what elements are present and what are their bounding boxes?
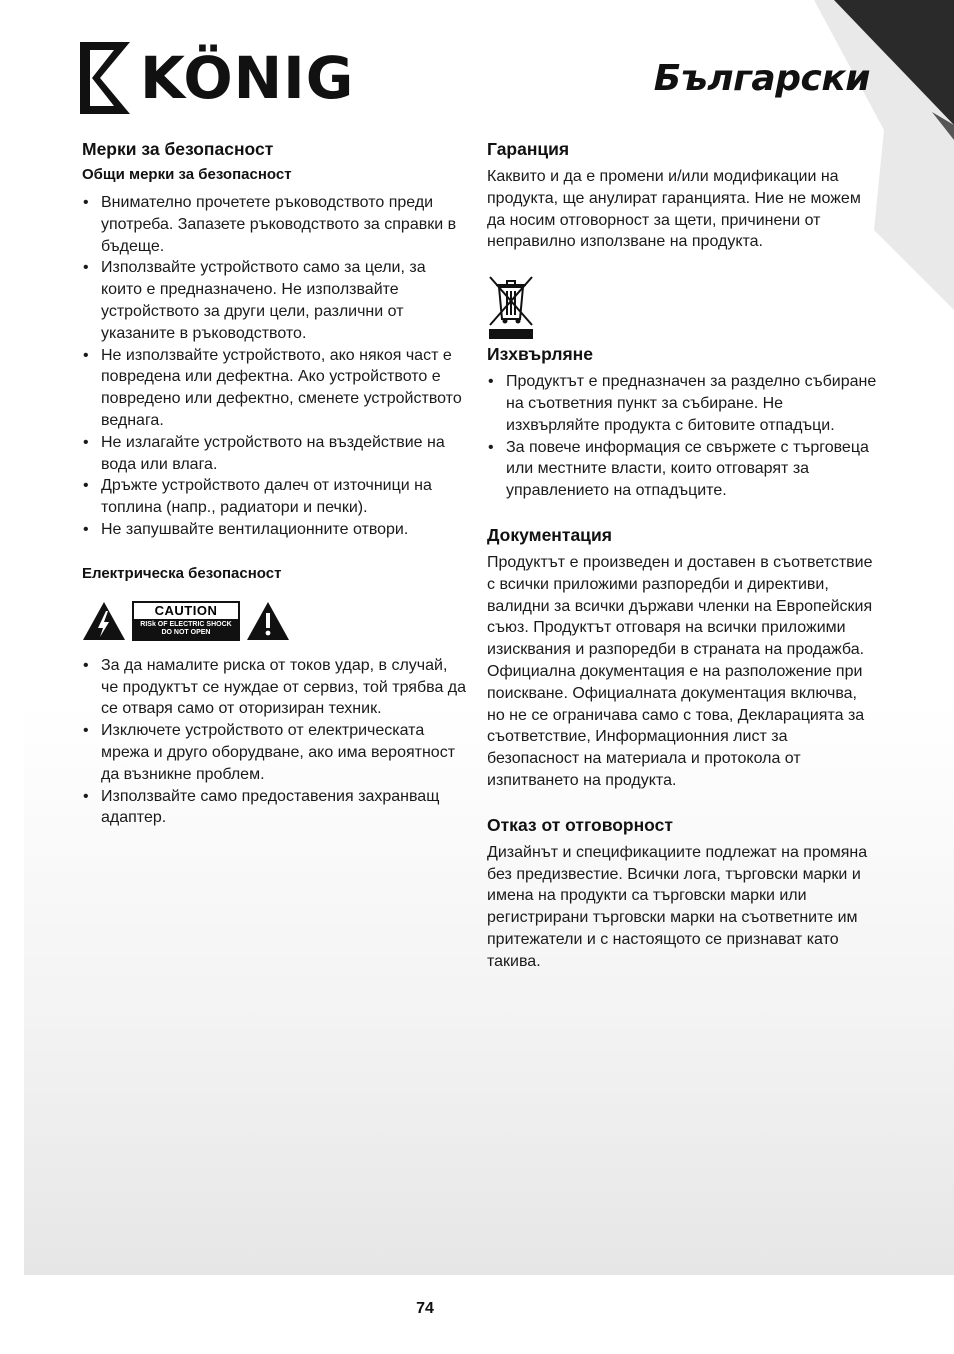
list-item: • Дръжте устройството далеч от източници на топлина (напр., радиатори и печки).	[82, 475, 468, 519]
caution-title: CAUTION	[134, 603, 238, 619]
page-number: 74	[416, 1300, 434, 1317]
disposal-heading: Изхвърляне	[487, 344, 593, 365]
electric-shock-warning-icon	[82, 601, 126, 641]
electrical-safety-heading: Електрическа безопасност	[82, 564, 282, 582]
list-item: • Внимателно прочетете ръководството преди употреба. Запазете ръководството за справки в бъдеще.	[82, 192, 468, 257]
list-item: • Използвайте само предоставения захранващ адаптер.	[82, 786, 468, 830]
caution-symbols	[82, 599, 468, 643]
list-item: • Не запушвайте вентилационните отвори.	[82, 519, 468, 541]
list-item: • Не излагайте устройството на въздействие на вода или влага.	[82, 432, 468, 476]
list-item: • За повече информация се свържете с търговеца или местните власти, които отговарят за управлението на отпадъците.	[487, 437, 879, 502]
brand-name: KÖNIG	[140, 44, 355, 112]
safety-heading: Мерки за безопасност	[82, 139, 274, 159]
list-item: • За да намалите риска от токов удар, в случай, че продуктът се нуждае от сервиз, той трябва да се отваря само от оторизиран техник.	[82, 655, 468, 720]
caution-label	[132, 601, 240, 641]
konig-logo	[80, 42, 354, 114]
caution-line-2: DO NOT OPEN	[161, 629, 211, 637]
disclaimer-text: Дизайнът и спецификациите подлежат на промяна без предизвестие. Всички лога, търговски марки и имена на продукти са търговски марки или регистрирани търговски марки на съответните им притежатели и с настоящото се признават като такива.	[487, 843, 868, 970]
general-safety-list	[82, 192, 468, 541]
warranty-heading: Гаранция	[487, 139, 570, 159]
documentation-text: Продуктът е произведен и доставен в съответствие с всички приложими разпоредби и директиви, валидни за всички държави членки на Европейския съюз. Продуктът отговаря на всички приложими изисквания и разпоредби в страната на продажба.	[487, 553, 873, 659]
list-item: • Използвайте устройството само за цели, за които е предназначено. Не използвайте устройството за други цели, различни от указаните в ръководството.	[82, 257, 468, 344]
list-item: • Не използвайте устройството, ако някоя част е повредена или дефектна. Ако устройството е повредено или дефектно, сменете устройството веднага.	[82, 345, 468, 432]
exclamation-warning-icon	[246, 601, 290, 641]
language-title: Български	[653, 58, 870, 99]
konig-logo-icon	[80, 42, 130, 114]
documentation-text-2: Официална документация е на разположение при поискване. Официалната документация включва, но не се ограничава само с това, Декларацията за съответствие, Информационния лист за безопасност на материала и протокола от изпитването на продукта.	[487, 662, 865, 789]
list-item: • Продуктът е предназначен за разделно събиране на съответния пункт за събиране. Не изхвърляйте продукта с битовите отпадъци.	[487, 371, 879, 436]
list-item: • Изключете устройството от електрическата мрежа и друго оборудване, ако има вероятност да възникне проблем.	[82, 720, 468, 785]
disclaimer-heading: Отказ от отговорност	[487, 814, 673, 835]
general-safety-heading: Общи мерки за безопасност	[82, 166, 292, 183]
weee-bin-icon	[487, 273, 535, 339]
warranty-text: Каквито и да е промени и/или модификации на продукта, ще анулират гаранцията. Ние не можем да носим отговорност за щети, причинени от неправилно използване на продукта.	[487, 168, 861, 251]
left-column	[82, 136, 468, 829]
electrical-safety-list	[82, 655, 468, 829]
documentation-heading: Документация	[487, 524, 612, 545]
disposal-list	[487, 371, 879, 502]
right-column	[487, 136, 879, 973]
caution-line-1: RISk OF ELECTRIC SHOCK	[140, 620, 232, 628]
